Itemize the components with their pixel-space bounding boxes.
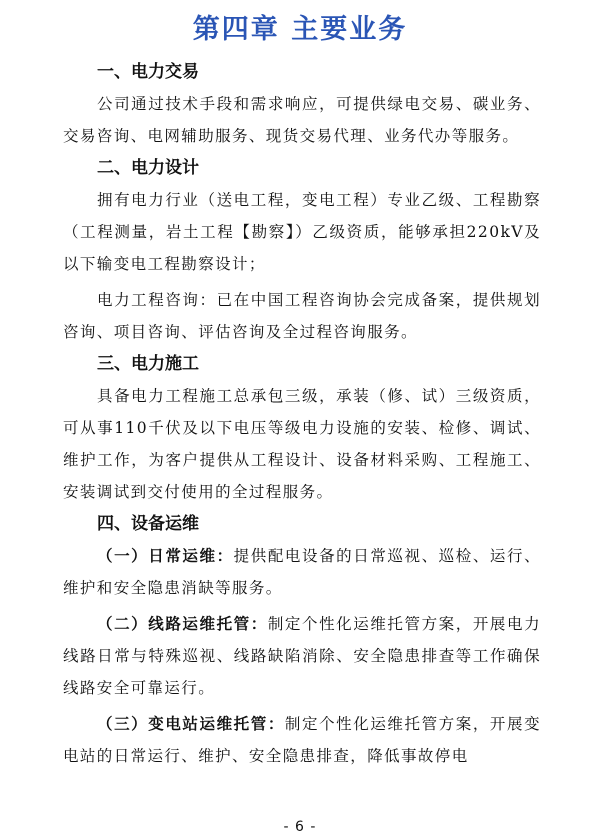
section-electricity-trading — [63, 56, 541, 152]
item-lead: （二）线路运维托管： — [97, 614, 268, 633]
item-lead: （一）日常运维： — [97, 546, 234, 565]
section-electricity-construction — [63, 348, 541, 508]
page-number: - 6 - — [283, 819, 317, 835]
paragraph: 具备电力工程施工总承包三级，承装（修、试）三级资质，可从事110千伏及以下电压等级电力设施的安装、检修、调试、维护工作，为客户提供从工程设计、设备材料采购、工程施工、安装调试到交付使用的全过程服务。 — [63, 387, 541, 501]
section-heading: 一、电力交易 — [97, 62, 199, 82]
paragraph: 拥有电力行业（送电工程，变电工程）专业乙级、工程勘察（工程测量，岩土工程【勘察】）乙级资质，能够承担220kV及以下输变电工程勘察设计； — [63, 191, 541, 273]
section-electricity-design — [63, 152, 541, 348]
section-equipment-operation — [63, 508, 541, 772]
list-item — [63, 708, 541, 772]
item-lead: （三）变电站运维托管： — [97, 714, 285, 733]
paragraph: 电力工程咨询：已在中国工程咨询协会完成备案，提供规划咨询、项目咨询、评估咨询及全过程咨询服务。 — [63, 291, 541, 341]
section-heading: 二、电力设计 — [97, 158, 199, 178]
list-item — [63, 608, 541, 704]
section-heading: 四、设备运维 — [97, 514, 199, 534]
chapter-title: 第四章 主要业务 — [192, 14, 408, 45]
item-text: 制定个性化运维托管方案，开展电力线路日常与特殊巡视、线路缺陷消除、安全隐患排查等工作确保线路安全可靠运行。 — [63, 615, 541, 697]
item-text: 提供配电设备的日常巡视、巡检、运行、维护和安全隐患消缺等服务。 — [63, 547, 541, 597]
section-heading: 三、电力施工 — [97, 354, 199, 374]
main-content — [63, 56, 541, 772]
paragraph: 公司通过技术手段和需求响应，可提供绿电交易、碳业务、交易咨询、电网辅助服务、现货交易代理、业务代办等服务。 — [63, 95, 541, 145]
item-text: 制定个性化运维托管方案，开展变电站的日常运行、维护、安全隐患排查，降低事故停电 — [63, 715, 541, 765]
list-item — [63, 540, 541, 604]
